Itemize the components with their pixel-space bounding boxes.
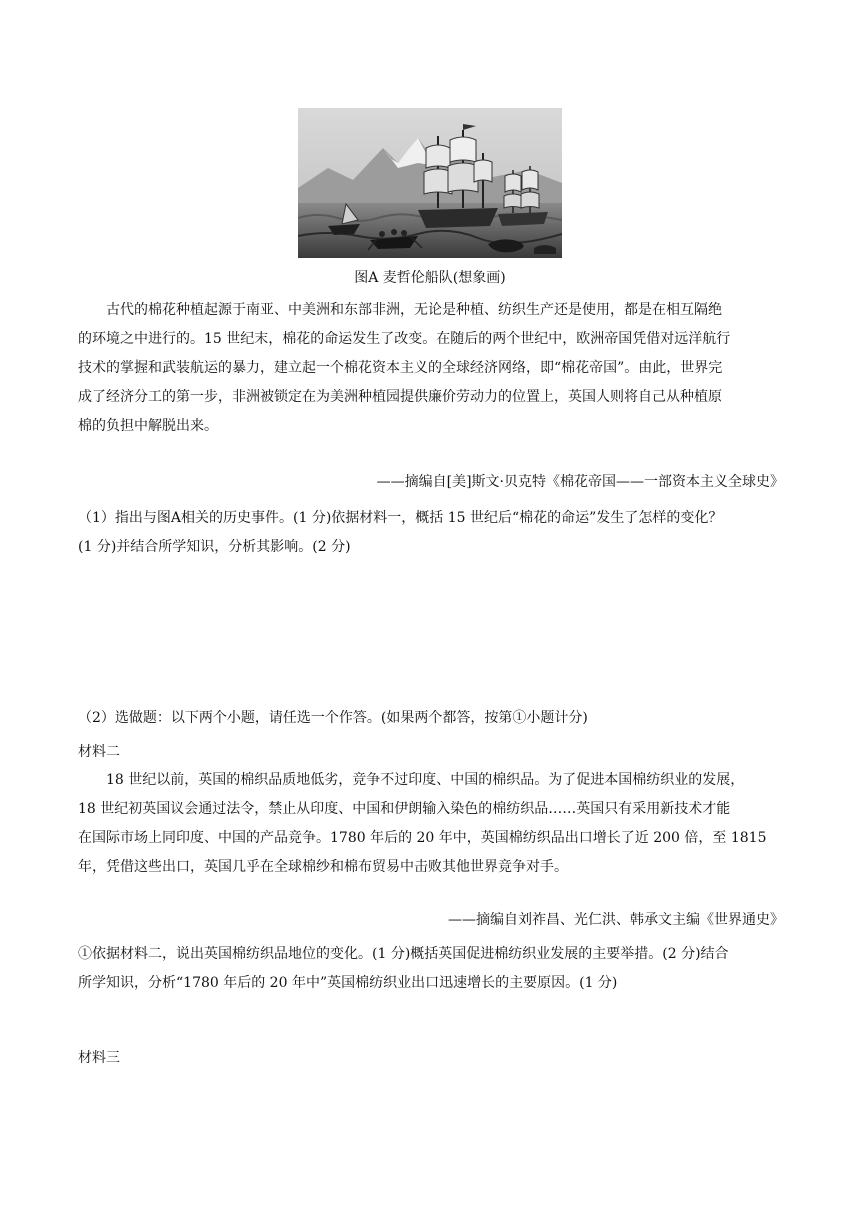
- material2-line: 18 世纪以前，英国的棉织品质地低劣，竞争不过印度、中国的棉织品。为了促进本国棉纺织业的发展，: [106, 772, 745, 788]
- ship-illustration-icon: [298, 108, 562, 258]
- material1-paragraph: [78, 296, 784, 441]
- material2-paragraph: [78, 766, 784, 882]
- material1-line: 棉的负担中解脱出来。: [78, 418, 218, 434]
- material1-line: 的环境之中进行的。15 世纪末，棉花的命运发生了改变。在随后的两个世纪中，欧洲帝国凭借对远洋航行: [78, 331, 731, 347]
- material2-line: 18 世纪初英国议会通过法令，禁止从印度、中国和伊朗输入染色的棉纺织品……英国只有采用新技术才能: [78, 801, 731, 817]
- question1: [78, 504, 784, 562]
- material1-source: ——摘编自[美]斯文·贝克特《棉花帝国——一部资本主义全球史》: [376, 474, 784, 490]
- material1-line: 技术的掌握和武装航运的暴力，建立起一个棉花资本主义的全球经济网络，即“棉花帝国”。由此，世界完: [78, 360, 723, 376]
- subquestion1-line: ①依据材料二，说出英国棉纺织品地位的变化。(1 分)概括英国促进棉纺织业发展的主要举措。(2 分)结合: [78, 946, 729, 962]
- material3-label: 材料三: [78, 1050, 120, 1066]
- subquestion1-line: 所学知识，分析“1780 年后的 20 年中”英国棉纺织业出口迅速增长的主要原因。(1 分): [78, 975, 618, 991]
- question1-line: (1 分)并结合所学知识，分析其影响。(2 分): [78, 539, 351, 555]
- material1-line: 古代的棉花种植起源于南亚、中美洲和东部非洲，无论是种植、纺织生产还是使用，都是在相互隔绝: [106, 302, 722, 318]
- question2-intro: [78, 704, 784, 733]
- material2-line: 在国际市场上同印度、中国的产品竞争。1780 年后的 20 年中，英国棉纺织品出口增长了近 200 倍，至 1815: [78, 830, 767, 846]
- question2-intro-text: （2）选做题：以下两个小题，请任选一个作答。(如果两个都答，按第①小题计分): [78, 710, 588, 726]
- material2-label: 材料二: [78, 744, 120, 760]
- material2-line: 年，凭借这些出口，英国几乎在全球棉纱和棉布贸易中击败其他世界竞争对手。: [78, 859, 568, 875]
- magellan-fleet-illustration: [298, 108, 562, 258]
- figure-caption: 图A 麦哲伦船队(想象画): [354, 270, 506, 286]
- subquestion1: [78, 940, 784, 998]
- material2-source: ——摘编自刘祚昌、光仁洪、韩承文主编《世界通史》: [448, 912, 784, 928]
- question1-line: （1）指出与图A相关的历史事件。(1 分)依据材料一，概括 15 世纪后“棉花的命运”发生了怎样的变化？: [78, 510, 723, 526]
- material1-line: 成了经济分工的第一步，非洲被锁定在为美洲种植园提供廉价劳动力的位置上，英国人则将自己从种植原: [78, 389, 722, 405]
